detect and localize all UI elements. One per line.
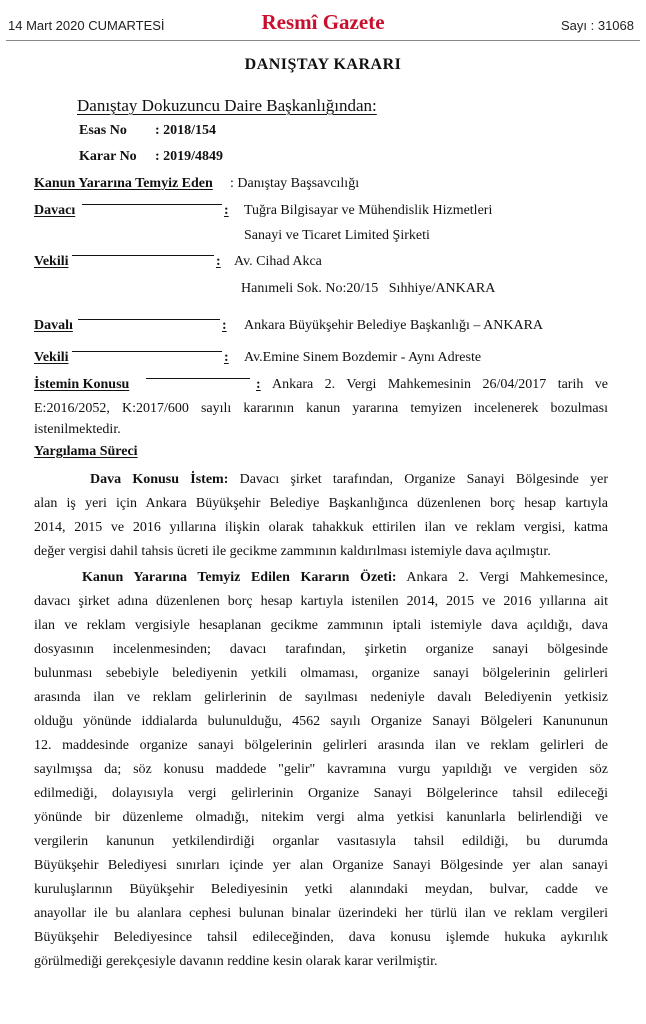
paragraph-line: davacı şirket adına düzenlenen borç hesap kartıyla istenilen 2014, 2015 ve 2016 yıllarına ait: [34, 594, 608, 609]
temyiz-eden-value: : Danıştay Başsavcılığı: [230, 176, 360, 191]
istem-line-3: istenilmektedir.: [34, 422, 121, 437]
paragraph-line: olduğu yönünde iddialarda bulunulduğu, 4562 sayılı Organize Sanayi Bölgeleri Kanununun: [34, 714, 608, 729]
paragraph-line: değer vergisi dahil tahsis ücreti ile gecikme zammının kaldırılması istemiyle dava açılmıştır.: [34, 544, 551, 559]
paragraph-line: anayollar ile bu alanlara cephesi bulunan binalar üzerindeki her türlü ilan ve reklam vergileri: [34, 906, 608, 921]
istem-line-1: Ankara 2. Vergi Mahkemesinin 26/04/2017 tarih ve: [272, 377, 608, 392]
paragraph-line: sayılmışsa da; söz konusu maddede "gelir" kavramına vurgu yapıldığı ve vergiden söz: [34, 762, 608, 777]
davaci-label: Davacı: [34, 203, 76, 218]
document-title: DANIŞTAY KARARI: [244, 56, 402, 73]
karar-label: Karar No: [79, 149, 137, 164]
gazette-title: Resmî Gazete: [261, 10, 385, 34]
davali-underline: [78, 318, 220, 320]
section-title: Yargılama Süreci: [34, 444, 138, 459]
paragraph-line: kuruluşlarının Büyükşehir Belediyesinin yetki alanındaki meydan, bulvar, cadde ve: [34, 882, 608, 897]
paragraph-line: bulunması sebebiyle belediyenin yetkili olmaması, organize sanayi bölgelerinin gelirleri: [34, 666, 608, 681]
ozet-lead: Kanun Yararına Temyiz Edilen Kararın Özeti:: [82, 570, 397, 585]
davali-colon: :: [222, 318, 227, 333]
davaci-name-line2: Sanayi ve Ticaret Limited Şirketi: [244, 228, 430, 243]
karar-ozeti-paragraph: [34, 566, 608, 974]
dava-konusu-line-1: Davacı şirket tarafından, Organize Sanayi Bölgesinde yer: [228, 472, 608, 487]
paragraph-line: vergilerin kanunun yetkilendirdiği organlar vasıtasıyla tahsil edildiği, bu durumda: [34, 834, 608, 849]
vekili-colon-2: :: [224, 350, 229, 365]
vekili-underline-2: [72, 350, 222, 352]
paragraph-line: görülmediği gerekçesiyle davanın reddine kesin olarak karar verilmiştir.: [34, 954, 438, 969]
dava-konusu-lead: Dava Konusu İstem:: [90, 472, 229, 487]
vekili-address-1: Hanımeli Sok. No:20/15 Sıhhiye/ANKARA: [241, 281, 496, 296]
paragraph-line: 2014, 2015 ve 2016 yıllarına ilişkin olarak tahakkuk ettirilen ilan ve reklam vergisi, katma: [34, 520, 608, 535]
vekili-value-2: Av.Emine Sinem Bozdemir - Aynı Adreste: [244, 350, 482, 365]
esas-label: Esas No: [79, 123, 127, 138]
istemin-konusu-label: İstemin Konusu: [34, 377, 130, 392]
paragraph-line: [34, 468, 608, 492]
vekili-underline-1: [72, 254, 214, 256]
istem-line-2: E:2016/2052, K:2017/600 sayılı kararının kanun yararına temyizen incelenerek bozulması: [34, 401, 608, 416]
department-heading: Danıştay Dokuzuncu Daire Başkanlığından:: [77, 96, 377, 115]
paragraph-line: edilmediği, dolayısıyla vergi gelirlerinin Organize Sanayi Bölgelerince tahsil edileceği: [34, 786, 608, 801]
istem-colon: :: [256, 377, 261, 392]
karar-value: : 2019/4849: [155, 149, 224, 164]
ozet-line-1: Ankara 2. Vergi Mahkemesince,: [396, 570, 608, 585]
vekili-label-2: Vekili: [34, 350, 69, 365]
paragraph-line: alan iş yeri için Ankara Büyükşehir Belediye Başkanlığınca düzenlenen borç hesap kartıyla: [34, 496, 608, 511]
davali-value: Ankara Büyükşehir Belediye Başkanlığı – ANKARA: [244, 318, 544, 333]
paragraph-line: [34, 566, 608, 590]
gazette-header: [0, 0, 646, 40]
header-date: 14 Mart 2020 CUMARTESİ: [8, 18, 165, 33]
paragraph-line: ilan ve reklam vergisiyle hesaplanan gecikme zammının iptali istemiyle dava açıldığı, dava: [34, 618, 608, 633]
paragraph-line: 12. maddesinde organize sanayi bölgelerinin gelirleri arasında ilan ve reklam gelirleri de: [34, 738, 608, 753]
paragraph-line: dosyasının incelenmesinden; davacı tarafından, şirketin organize sanayi bölgesinde: [34, 642, 608, 657]
temyiz-eden-label: Kanun Yararına Temyiz Eden: [34, 176, 213, 191]
vekili-colon-1: :: [216, 254, 221, 269]
davaci-name-line1: Tuğra Bilgisayar ve Mühendislik Hizmetleri: [244, 203, 493, 218]
davali-label: Davalı: [34, 318, 73, 333]
dava-konusu-paragraph: [34, 468, 608, 564]
davaci-colon: :: [224, 203, 229, 218]
istem-underline: [146, 377, 250, 379]
paragraph-line: arasında ilan ve reklam gelirlerinin de sayılması nedeniyle davalı Belediyenin yetkisiz: [34, 690, 608, 705]
vekili-label-1: Vekili: [34, 254, 69, 269]
davaci-underline: [82, 203, 222, 205]
header-divider: [6, 40, 640, 41]
vekili-name-1: Av. Cihad Akca: [234, 254, 322, 269]
paragraph-line: yönünde bir düzenleme olmadığı, nitekim vergi alma yetkisi kanunlarla belirlendiği ve: [34, 810, 608, 825]
paragraph-line: Büyükşehir Belediyesince tahsil edileceğinden, dava konusu işlemde hukuka aykırılık: [34, 930, 608, 945]
esas-value: : 2018/154: [155, 123, 217, 138]
issue-number: Sayı : 31068: [561, 18, 634, 33]
paragraph-line: Büyükşehir Belediyesi sınırları içinde yer alan Organize Sanayi Bölgesinde yer alan sanayi: [34, 858, 608, 873]
